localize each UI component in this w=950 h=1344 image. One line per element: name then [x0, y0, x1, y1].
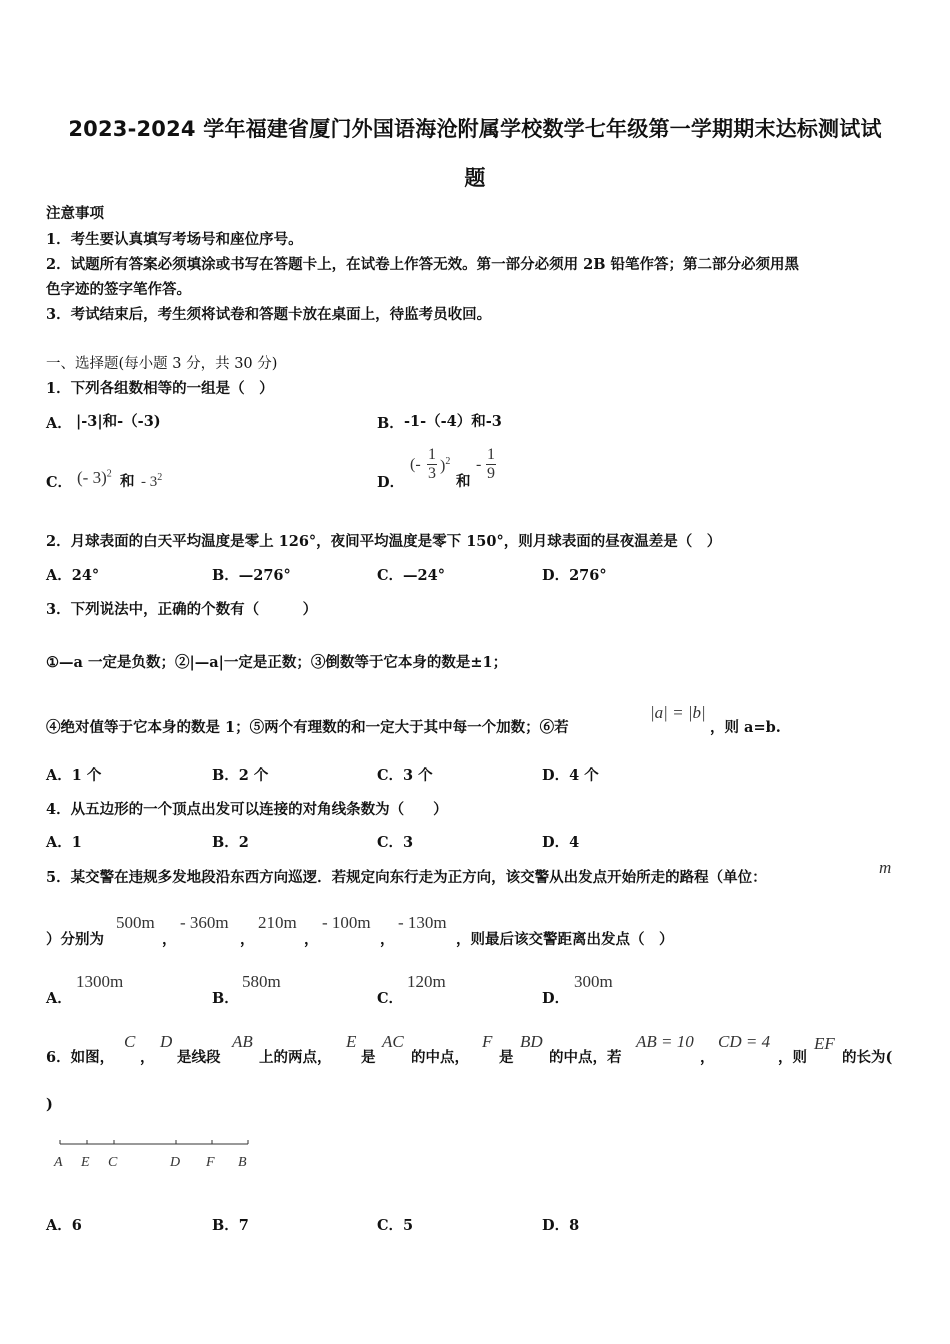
- q6-stem-part-6: 是: [499, 1049, 514, 1066]
- q5-value-4: - 100m: [322, 913, 371, 932]
- q5-unit: m: [879, 858, 892, 877]
- q6-option-a: A．6: [46, 1217, 82, 1234]
- q6-segment-ab: AB: [232, 1032, 253, 1051]
- q6-stem-part-8: ，则: [778, 1049, 807, 1066]
- q6-comma-2: ，: [700, 1049, 715, 1066]
- question-5-stem: 5．某交警在违规多发地段沿东西方向巡逻．若规定向东行走为正方向，该交警从出发点开始所走的路程（单位：: [46, 869, 767, 886]
- q6-point-e: E: [346, 1032, 357, 1051]
- notice-heading: 注意事项: [46, 205, 104, 222]
- notice-item-1: 1．考生要认真填写考场号和座位序号。: [46, 231, 303, 248]
- q1-option-a-label: A．: [46, 415, 72, 432]
- q3-option-b: B．2 个: [212, 767, 269, 784]
- q5-option-a-label: A．: [46, 990, 72, 1007]
- q6-comma: ，: [140, 1049, 155, 1066]
- q6-option-b: B．7: [212, 1217, 249, 1234]
- q3-abs-equation: |a| = |b|: [650, 703, 706, 722]
- q4-option-c: C．3: [377, 834, 414, 851]
- q5-option-a-value: 1300m: [76, 972, 124, 991]
- q1-option-c-label: C．: [46, 474, 73, 491]
- q6-stem-part-9: 的长为(: [842, 1049, 893, 1066]
- label-f: F: [206, 1155, 215, 1170]
- q5-option-b-value: 580m: [242, 972, 281, 991]
- q6-segment-ef: EF: [814, 1034, 835, 1053]
- label-d: D: [170, 1155, 181, 1170]
- notice-item-3: 3．考试结束后，考生须将试卷和答题卡放在桌面上，待监考员收回。: [46, 306, 492, 323]
- q1-c-and: 和: [120, 473, 135, 490]
- q6-point-d: D: [160, 1032, 173, 1051]
- notice-item-2-continued: 色字迹的签字笔作答。: [46, 281, 191, 298]
- q3-statements-line-2: ④绝对值等于它本身的数是 1；⑤两个有理数的和一定大于其中每一个加数；⑥若: [46, 719, 569, 736]
- q5-value-3: 210m: [258, 913, 297, 932]
- q5-option-c-label: C．: [377, 990, 404, 1007]
- q2-option-b: B．—276°: [212, 567, 291, 584]
- q3-statements-line-2-end: ，则 a=b.: [710, 719, 781, 736]
- q6-equation-ab: AB = 10: [636, 1032, 694, 1051]
- q5-comma-1: ，: [162, 931, 177, 948]
- q4-option-d: D．4: [542, 834, 580, 851]
- label-e: E: [81, 1155, 90, 1170]
- q6-stem-part-4: 是: [361, 1049, 376, 1066]
- q4-option-a: A．1: [46, 834, 82, 851]
- q6-point-f: F: [482, 1032, 493, 1051]
- q5-option-c-value: 120m: [407, 972, 446, 991]
- q1-d-close: )$^2$: [440, 456, 451, 475]
- q6-stem-part-1: 6．如图，: [46, 1049, 115, 1066]
- q3-option-d: D．4 个: [542, 767, 599, 784]
- q5-comma-2: ，: [240, 931, 255, 948]
- q1-d-open: (-: [410, 456, 421, 473]
- q6-segment-ac: AC: [382, 1032, 404, 1051]
- q5-option-b-label: B．: [212, 990, 239, 1007]
- q1-c-expr1: (- 3)$^2$: [77, 468, 112, 487]
- q5-value-1: 500m: [116, 913, 155, 932]
- q1-d-fraction-1: $\frac{1}{3}$: [428, 446, 436, 482]
- q5-value-2: - 360m: [180, 913, 229, 932]
- q6-option-c: C．5: [377, 1217, 414, 1234]
- q6-option-d: D．8: [542, 1217, 580, 1234]
- q1-d-minus: -: [476, 456, 482, 473]
- q3-statements-line-1: ①—a 一定是负数；②|—a|一定是正数；③倒数等于它本身的数是±1；: [46, 654, 508, 671]
- notice-item-2: 2．试题所有答案必须填涂或书写在答题卡上，在试卷上作答无效。第一部分必须用 2B 铅笔作答；第二部分必须用黑: [46, 256, 800, 273]
- q6-point-c: C: [124, 1032, 136, 1051]
- q1-d-and: 和: [456, 473, 471, 490]
- q1-c-expr2: - $3^2$: [141, 472, 163, 490]
- q6-stem-part-5: 的中点，: [411, 1049, 469, 1066]
- q6-equation-cd: CD = 4: [718, 1032, 771, 1051]
- question-4-stem: 4．从五边形的一个顶点出发可以连接的对角线条数为（ ）: [46, 801, 448, 818]
- section-heading: 一、选择题(每小题 3 分，共 30 分): [46, 356, 278, 372]
- q2-option-d: D．276°: [542, 567, 607, 584]
- q6-stem-part-3: 上的两点，: [259, 1049, 332, 1066]
- page-title: 2023-2024 学年福建省厦门外国语海沧附属学校数学七年级第一学期期末达标测试试: [68, 117, 882, 141]
- q6-segment-bd: BD: [520, 1032, 543, 1051]
- q5-line2-end: ，则最后该交警距离出发点（ ）: [456, 931, 674, 948]
- question-3-stem: 3．下列说法中，正确的个数有（ ）: [46, 601, 318, 618]
- q6-stem-part-2: 是线段: [177, 1049, 221, 1066]
- q3-option-a: A．1 个: [46, 767, 102, 784]
- q2-option-a: A．24°: [46, 567, 100, 584]
- q6-stem-close: ): [46, 1096, 53, 1113]
- q2-option-c: C．—24°: [377, 567, 445, 584]
- q6-stem-part-7: 的中点，若: [549, 1049, 622, 1066]
- label-c: C: [108, 1155, 118, 1170]
- question-2-stem: 2．月球表面的白天平均温度是零上 126°，夜间平均温度是零下 150°，则月球表面的昼夜温差是（ ）: [46, 533, 722, 550]
- q1-option-b-label: B．: [377, 415, 404, 432]
- q1-option-b-text: -1-（-4）和-3: [404, 413, 502, 430]
- q5-option-d-label: D．: [542, 990, 570, 1007]
- q3-option-c: C．3 个: [377, 767, 433, 784]
- q1-option-d-label: D．: [377, 474, 405, 491]
- page-title-continued: 题: [464, 166, 486, 190]
- question-1-stem: 1．下列各组数相等的一组是（ ）: [46, 380, 274, 397]
- label-b: B: [238, 1155, 247, 1170]
- q5-line2-start: ）分别为: [46, 931, 104, 948]
- q1-d-fraction-2: $\frac{1}{9}$: [487, 446, 495, 482]
- q5-option-d-value: 300m: [574, 972, 613, 991]
- label-a: A: [54, 1155, 63, 1170]
- q5-value-5: - 130m: [398, 913, 447, 932]
- q5-comma-4: ，: [380, 931, 395, 948]
- q5-comma-3: ，: [304, 931, 319, 948]
- q1-option-a-text: |-3|和-（-3): [76, 413, 161, 430]
- q6-segment-figure: [50, 1132, 260, 1176]
- q4-option-b: B．2: [212, 834, 249, 851]
